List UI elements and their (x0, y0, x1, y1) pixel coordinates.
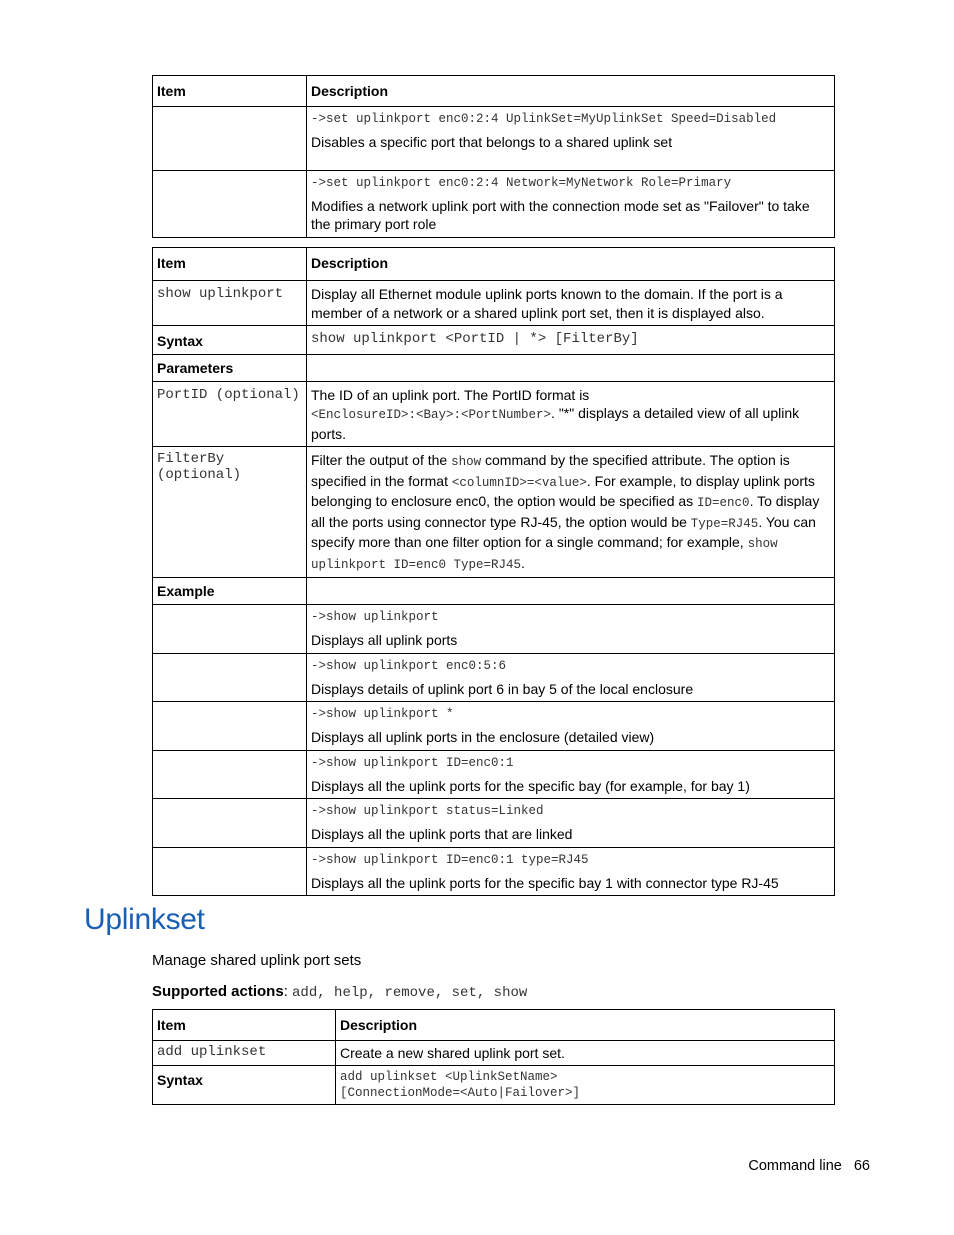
text-fragment: . You can specify more than one filter option for a single command; for example, (311, 513, 816, 550)
page-number: 66 (853, 1158, 870, 1174)
command-description: Disables a specific port that belongs to a shared uplink set (311, 133, 673, 150)
description-cell (307, 106, 835, 170)
command-description: Displays all the uplink ports for the specific bay (for example, for bay 1) (311, 777, 750, 794)
empty-cell (153, 702, 307, 751)
code-fragment: ID=enc0 (697, 496, 750, 510)
description-cell (307, 170, 835, 237)
column-header-description: Description (336, 1010, 835, 1041)
item-cell (153, 106, 307, 170)
supported-actions (152, 983, 527, 1001)
column-header-description: Description (307, 76, 835, 107)
text-fragment: . "*" displays a detailed view of all uplink ports. (311, 405, 800, 442)
empty-cell (153, 799, 307, 848)
table-row (153, 281, 835, 326)
parameters-row (153, 354, 835, 381)
syntax-value-cell (336, 1066, 835, 1105)
table-row (153, 799, 835, 848)
syntax-label: Syntax (153, 326, 307, 355)
empty-cell (153, 847, 307, 896)
supported-actions-value: add, help, remove, set, show (292, 985, 528, 1001)
text-fragment: Filter the output of the (311, 452, 452, 468)
command-example: ->show uplinkport enc0:5:6 (311, 658, 507, 673)
empty-cell (153, 653, 307, 702)
code-fragment: Type=RJ45 (690, 516, 759, 531)
description-cell (307, 750, 835, 799)
description-cell (307, 702, 835, 751)
description-cell (307, 847, 835, 896)
text-fragment: . (521, 554, 525, 571)
parameter-row (153, 447, 835, 578)
empty-cell (307, 354, 835, 381)
description-cell: Display all Ethernet module uplink ports known to the domain. If the port is a member of a network or a shared uplink port set, then it is displayed also. (307, 281, 835, 326)
command-description: Displays details of uplink port 6 in bay 5 of the local enclosure (311, 680, 694, 697)
example-row (153, 578, 835, 605)
section-heading: Uplinkset (84, 903, 205, 936)
text-fragment: . To display all the ports using connector type RJ-45, the option would be (311, 493, 820, 530)
description-cell: Create a new shared uplink port set. (336, 1040, 835, 1066)
command-name-cell: add uplinkset (153, 1040, 336, 1066)
code-fragment: show uplinkport ID=enc0 Type=RJ45 (311, 537, 778, 572)
table-row (153, 750, 835, 799)
table-header-row (153, 1010, 835, 1041)
command-description: Modifies a network uplink port with the connection mode set as "Failover" to take the primary port role (311, 197, 810, 232)
command-description: Displays all uplink ports in the enclosure (detailed view) (311, 729, 655, 745)
text-fragment: The ID of an uplink port. The PortID format is (311, 386, 590, 403)
supported-actions-label: Supported actions (152, 983, 284, 1000)
description-cell (307, 653, 835, 702)
parameter-name: FilterBy (optional) (153, 447, 307, 578)
column-header-item: Item (153, 248, 307, 281)
syntax-row (153, 326, 835, 355)
example-label: Example (153, 578, 307, 605)
item-cell (153, 170, 307, 237)
parameter-description (307, 381, 835, 447)
syntax-row (153, 1066, 835, 1105)
table-header-row (153, 248, 835, 281)
parameters-label: Parameters (153, 354, 307, 381)
command-name-cell (153, 281, 307, 326)
table-row (153, 170, 835, 237)
show-uplinkport-table (152, 247, 835, 896)
command-name: show uplinkport (157, 286, 284, 302)
command-example: ->show uplinkport (311, 610, 439, 624)
table-row (153, 847, 835, 896)
command-description: Displays all the uplink ports for the specific bay 1 with connector type RJ-45 (311, 874, 779, 891)
table-row (153, 702, 835, 751)
page-footer (748, 1158, 870, 1174)
parameter-name: PortID (optional) (153, 381, 307, 447)
column-header-item: Item (153, 76, 307, 107)
table-row (153, 605, 835, 654)
set-uplinkport-examples-table (152, 75, 835, 238)
parameter-row (153, 381, 835, 447)
table-header-row (153, 76, 835, 107)
command-example: ->set uplinkport enc0:2:4 Network=MyNetwork Role=Primary (311, 175, 732, 190)
command-example: ->show uplinkport * (311, 707, 454, 721)
syntax-label: Syntax (153, 1066, 336, 1105)
command-example: ->show uplinkport status=Linked (311, 804, 544, 818)
code-fragment: show (451, 455, 482, 469)
command-description: Displays all uplink ports (311, 632, 458, 648)
parameter-description (307, 447, 835, 578)
command-description: Displays all the uplink ports that are linked (311, 826, 573, 842)
table-row (153, 1040, 835, 1066)
command-example: ->show uplinkport ID=enc0:1 type=RJ45 (311, 852, 589, 867)
section-intro: Manage shared uplink port sets (152, 952, 362, 969)
syntax-value: show uplinkport <PortID | *> [FilterBy] (307, 326, 835, 355)
command-example: ->set uplinkport enc0:2:4 UplinkSet=MyUplinkSet Speed=Disabled (311, 111, 777, 126)
empty-cell (153, 605, 307, 654)
column-header-item: Item (153, 1010, 336, 1041)
command-example: ->show uplinkport ID=enc0:1 (311, 755, 514, 770)
code-fragment: <EnclosureID>:<Bay>:<PortNumber> (311, 408, 552, 422)
empty-cell (153, 750, 307, 799)
syntax-value: add uplinkset <UplinkSetName> [ConnectionMode=<Auto|Failover>] (340, 1070, 581, 1100)
text-fragment: . For example, to display uplink ports belonging to enclosure enc0, the option would be specified as (311, 472, 815, 509)
empty-cell (307, 578, 835, 605)
column-header-description: Description (307, 248, 835, 281)
code-fragment: <columnID>=<value> (451, 475, 587, 490)
table-row (153, 653, 835, 702)
add-uplinkset-table (152, 1009, 835, 1105)
description-cell (307, 799, 835, 848)
separator: : (283, 983, 293, 1000)
description-cell (307, 605, 835, 654)
text-fragment: command by the specified attribute. The option is specified in the format (311, 452, 790, 489)
table-row (153, 106, 835, 170)
footer-section: Command line (748, 1158, 842, 1174)
